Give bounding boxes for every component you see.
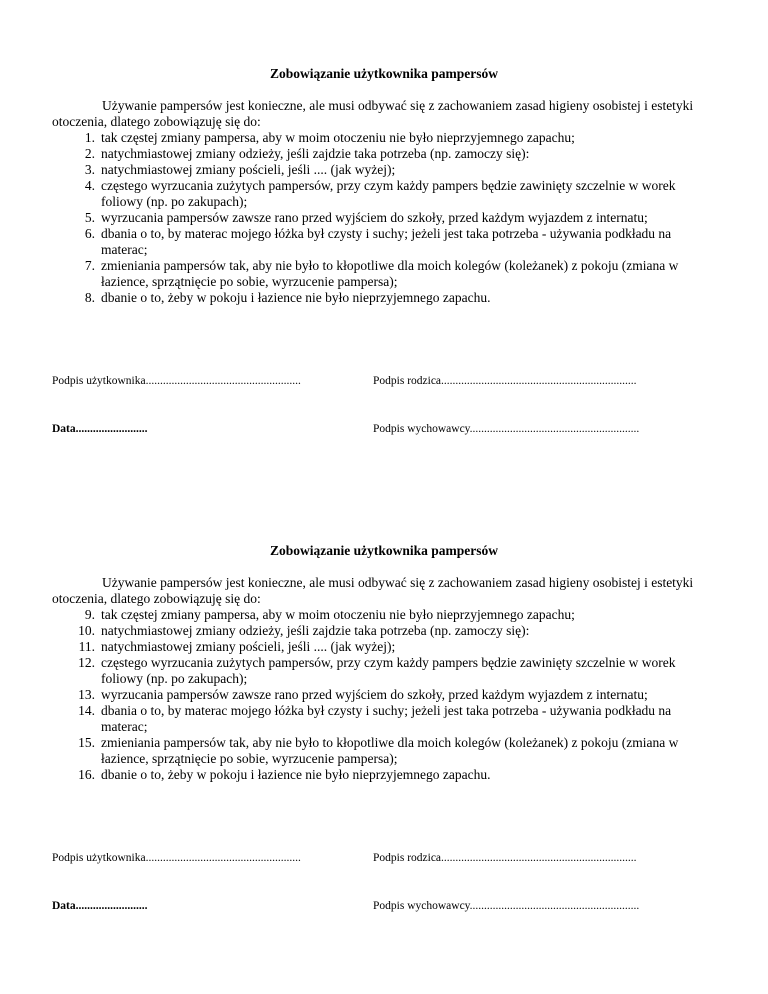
teacher-signature-line: Podpis wychowawcy........................................................... xyxy=(373,423,640,435)
item-number: 1. xyxy=(84,130,95,145)
list-item xyxy=(0,735,701,767)
item-text: zmieniania pampersów tak, aby nie było to kłopotliwe dla moich kolegów (koleżanek) z pokoju (zmiana w łazience, sprzątnięcie po sobie, wyrzucenie pampersa); xyxy=(101,258,679,289)
item-text: wyrzucania pampersów zawsze rano przed wyjściem do szkoły, przed każdym wyjazdem z internatu; xyxy=(101,210,648,225)
user-signature-line: Podpis użytkownika...................................................... xyxy=(52,852,301,864)
item-text: natychmiastowej zmiany odzieży, jeśli zajdzie taka potrzeba (np. zamoczy się): xyxy=(101,146,530,161)
list-item xyxy=(0,607,701,623)
item-number: 3. xyxy=(84,162,95,177)
list-item xyxy=(0,767,701,783)
item-text: dbania o to, by materac mojego łóżka był czysty i suchy; jeżeli jest taka potrzeba - używania podkładu na materac; xyxy=(101,226,672,257)
item-text: natychmiastowej zmiany pościeli, jeśli .... (jak wyżej); xyxy=(101,639,396,654)
item-text: zmieniania pampersów tak, aby nie było to kłopotliwe dla moich kolegów (koleżanek) z pokoju (zmiana w łazience, sprzątnięcie po sobie, wyrzucenie pampersa); xyxy=(101,735,679,766)
list-item xyxy=(0,639,701,655)
parent-signature-line: Podpis rodzica.................................................................... xyxy=(373,375,637,387)
list-item xyxy=(0,226,701,258)
list-item xyxy=(0,210,701,226)
list-item xyxy=(0,623,701,639)
item-text: dbanie o to, żeby w pokoju i łazience nie było nieprzyjemnego zapachu. xyxy=(101,767,491,782)
date-line: Data......................... xyxy=(52,423,148,435)
form-title: Zobowiązanie użytkownika pampersów xyxy=(269,66,499,81)
commitment-list xyxy=(0,130,768,306)
parent-signature-line: Podpis rodzica.................................................................... xyxy=(373,852,637,864)
list-item xyxy=(0,703,701,735)
item-number: 2. xyxy=(84,146,95,161)
list-item xyxy=(0,162,701,178)
list-item xyxy=(0,178,701,210)
list-item xyxy=(0,130,701,146)
form-intro: Używanie pampersów jest konieczne, ale musi odbywać się z zachowaniem zasad higieny osobistej i estetyki otoczenia, dlatego zobowiązuję się do: xyxy=(52,98,694,129)
item-text: częstego wyrzucania zużytych pampersów, przy czym każdy pampers będzie zawinięty szczelnie w worek foliowy (np. po zakupach); xyxy=(101,655,676,686)
item-text: tak częstej zmiany pampersa, aby w moim otoczeniu nie było nieprzyjemnego zapachu; xyxy=(101,130,575,145)
item-number: 16. xyxy=(78,767,95,782)
item-number: 13. xyxy=(78,687,95,702)
item-number: 5. xyxy=(84,210,95,225)
item-text: tak częstej zmiany pampersa, aby w moim otoczeniu nie było nieprzyjemnego zapachu; xyxy=(101,607,575,622)
list-item xyxy=(0,146,701,162)
item-text: wyrzucania pampersów zawsze rano przed wyjściem do szkoły, przed każdym wyjazdem z internatu; xyxy=(101,687,648,702)
item-number: 9. xyxy=(84,607,95,622)
list-item xyxy=(0,687,701,703)
item-number: 6. xyxy=(84,226,95,241)
list-item xyxy=(0,655,701,687)
user-signature-line: Podpis użytkownika...................................................... xyxy=(52,375,301,387)
item-text: dbania o to, by materac mojego łóżka był czysty i suchy; jeżeli jest taka potrzeba - używania podkładu na materac; xyxy=(101,703,672,734)
item-text: natychmiastowej zmiany pościeli, jeśli .... (jak wyżej); xyxy=(101,162,396,177)
item-number: 10. xyxy=(78,623,95,638)
item-text: dbanie o to, żeby w pokoju i łazience nie było nieprzyjemnego zapachu. xyxy=(101,290,491,305)
item-number: 7. xyxy=(84,258,95,273)
item-number: 8. xyxy=(84,290,95,305)
teacher-signature-line: Podpis wychowawcy........................................................... xyxy=(373,900,640,912)
list-item xyxy=(0,290,701,306)
commitment-list xyxy=(0,607,768,783)
item-number: 15. xyxy=(78,735,95,750)
item-number: 12. xyxy=(78,655,95,670)
item-number: 11. xyxy=(78,639,95,654)
item-number: 4. xyxy=(84,178,95,193)
item-number: 14. xyxy=(78,703,95,718)
form-title: Zobowiązanie użytkownika pampersów xyxy=(269,543,499,558)
item-text: natychmiastowej zmiany odzieży, jeśli zajdzie taka potrzeba (np. zamoczy się): xyxy=(101,623,530,638)
item-text: częstego wyrzucania zużytych pampersów, przy czym każdy pampers będzie zawinięty szczelnie w worek foliowy (np. po zakupach); xyxy=(101,178,676,209)
date-line: Data......................... xyxy=(52,900,148,912)
form-intro: Używanie pampersów jest konieczne, ale musi odbywać się z zachowaniem zasad higieny osobistej i estetyki otoczenia, dlatego zobowiązuję się do: xyxy=(52,575,694,606)
list-item xyxy=(0,258,701,290)
